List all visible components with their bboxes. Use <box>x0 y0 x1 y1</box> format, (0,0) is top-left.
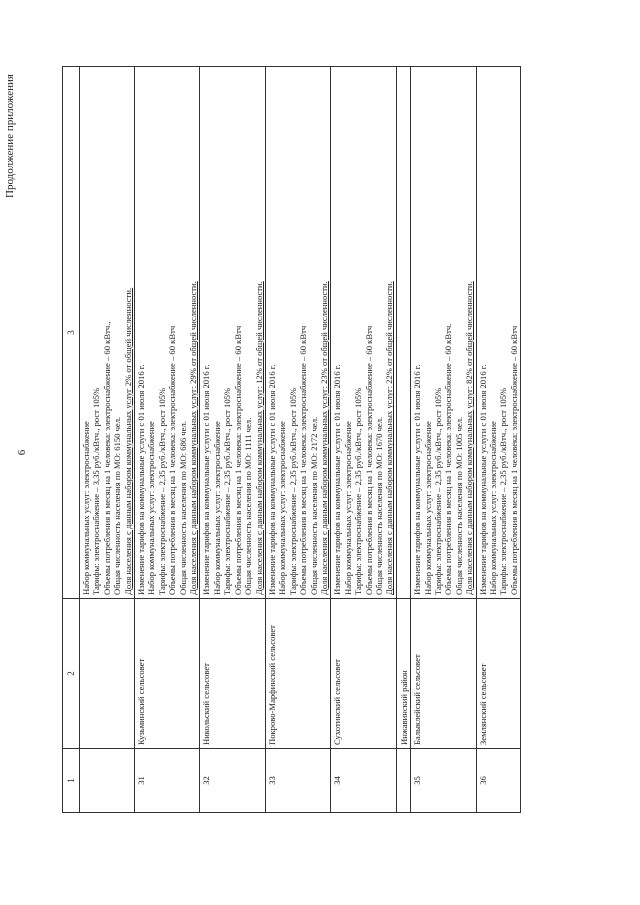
tariff-description <box>476 67 521 599</box>
description-line: Объемы потребления в месяц на 1 человека: электроснабжение – 60 кВтч <box>167 325 178 595</box>
tariff-description <box>265 67 330 599</box>
description-line: Доля населения с данным набором коммунальных услуг: 29% от общей численности. <box>188 281 199 595</box>
row-number: 35 <box>411 749 476 813</box>
description-line: Тарифы: электроснабжение – 2,35 руб./кВтч., рост 105% <box>433 387 443 595</box>
municipality-name <box>80 599 135 749</box>
tariff-description <box>411 67 476 599</box>
description-line: Объемы потребления в месяц на 1 человека: электроснабжение – 60 кВтч <box>232 325 243 595</box>
table-row <box>135 67 200 813</box>
tariff-description <box>200 67 265 599</box>
tariff-description <box>135 67 200 599</box>
row-number: 33 <box>265 749 330 813</box>
description-line: Объемы потребления в месяц на 1 человека: электроснабжение – 60 кВтч <box>363 325 374 595</box>
appendix-table <box>62 66 521 813</box>
column-header: 2 <box>63 599 80 749</box>
column-header: 3 <box>63 67 80 599</box>
description-line: Тарифы: электроснабжение – 2,35 руб./кВтч., рост 105% <box>498 387 509 595</box>
district-num-cell <box>396 749 410 813</box>
table-row <box>411 67 476 813</box>
page-number: 6 <box>16 449 28 456</box>
table-body <box>80 67 521 813</box>
municipality-name: Землянский сельсовет <box>476 599 521 749</box>
description-line: Общая численность населения по МО: 1111 чел. <box>243 417 254 595</box>
continuation-label: Продолжение приложения <box>4 74 16 198</box>
description-line: Тарифы: электроснабжение – 2,35 руб./кВтч., рост 105% <box>222 387 233 595</box>
description-line: Изменение тарифов на коммунальные услуги с 01 июля 2016 г. <box>201 364 212 595</box>
district-name: Инжавинский район <box>396 599 410 749</box>
table-row <box>200 67 265 813</box>
description-line: Доля населения с данным набором коммунальных услуг: 22% от общей численности. <box>384 281 395 595</box>
row-number: 36 <box>476 749 521 813</box>
description-line: Изменение тарифов на коммунальные услуги с 01 июля 2016 г. <box>136 364 147 595</box>
description-line: Набор коммунальных услуг: электроснабжение <box>422 421 433 595</box>
table-row <box>80 67 135 813</box>
table-header-row <box>63 67 80 813</box>
tariff-description <box>80 67 135 599</box>
description-line: Общая численность населения по МО: 1670 чел. <box>373 416 384 595</box>
row-number <box>80 749 135 813</box>
description-line: Изменение тарифов на коммунальные услуги с 01 июля 2016 г. <box>477 364 488 595</box>
municipality-name: Кузьминский сельсовет <box>135 599 200 749</box>
description-line: Изменение тарифов на коммунальные услуги с 01 июля 2016 г. <box>266 364 277 595</box>
description-line: Доля населения с данным набором коммунальных услуг: 82% от общей численности. <box>464 281 475 595</box>
description-line: Набор коммунальных услуг: электроснабжение <box>342 421 353 595</box>
district-row <box>396 67 410 813</box>
table-row <box>331 67 396 813</box>
description-line: Общая численность населения по МО: 6150 чел. <box>112 416 123 595</box>
municipality-name: Сухотинский сельсовет <box>331 599 396 749</box>
description-line: Общая численность населения по МО: 2172 чел. <box>308 416 319 595</box>
row-number: 34 <box>331 749 396 813</box>
column-header: 1 <box>63 749 80 813</box>
description-line: Объемы потребления в месяц на 1 человека: электроснабжение – 60 кВтч., <box>101 321 112 595</box>
description-line: Изменение тарифов на коммунальные услуги с 01 июля 2016 г. <box>412 364 423 595</box>
tariff-description <box>331 67 396 599</box>
row-number: 31 <box>135 749 200 813</box>
description-line: Тарифы: электроснабжение – 2,35 руб./кВтч., рост 105% <box>287 387 298 595</box>
district-desc-cell <box>396 67 410 599</box>
description-line: Объемы потребления в месяц на 1 человека: электроснабжение – 60 кВтч <box>298 325 309 595</box>
description-line: Набор коммунальных услуг: электроснабжение <box>211 421 222 595</box>
description-line: Набор коммунальных услуг: электроснабжение <box>81 421 91 595</box>
description-line: Тарифы: электроснабжение – 3,35 руб./кВтч., рост 105% <box>91 387 102 595</box>
description-line: Доля населения с данным набором коммунальных услуг: 23% от общей численности. <box>318 281 329 595</box>
municipality-name: Покрово-Марфинский сельсовет <box>265 599 330 749</box>
table-row <box>265 67 330 813</box>
description-line: Объемы потребления в месяц на 1 человека: электроснабжение – 60 кВтч <box>508 325 519 595</box>
description-line: Общая численность населения по МО: 1005 чел. <box>453 416 464 595</box>
table-row <box>476 67 521 813</box>
description-line: Общая численность населения по МО: 686 чел. <box>177 421 188 595</box>
description-line: Доля населения с данным набором коммунальных услуг: 12% от общей численности. <box>253 281 264 595</box>
municipality-name: Никольский сельсовет <box>200 599 265 749</box>
description-line: Набор коммунальных услуг: электроснабжение <box>277 421 288 595</box>
description-line: Доля населения с данным набором коммунальных услуг 2% от общей численности. <box>122 287 133 595</box>
description-line: Набор коммунальных услуг: электроснабжение <box>488 421 499 595</box>
description-line: Изменение тарифов на коммунальные услуги с 01 июля 2016 г. <box>332 364 343 595</box>
description-line: Тарифы: электроснабжение – 2,35 руб./кВтч., рост 105% <box>156 387 167 595</box>
municipality-name: Балыклейский сельсовет <box>411 599 476 749</box>
description-line: Объемы потребления в месяц на 1 человека: электроснабжение – 60 кВтч. <box>443 323 454 595</box>
description-line: Тарифы: электроснабжение – 2,35 руб./кВтч., рост 105% <box>353 387 364 595</box>
row-number: 32 <box>200 749 265 813</box>
description-line: Набор коммунальных услуг: электроснабжение <box>146 421 157 595</box>
